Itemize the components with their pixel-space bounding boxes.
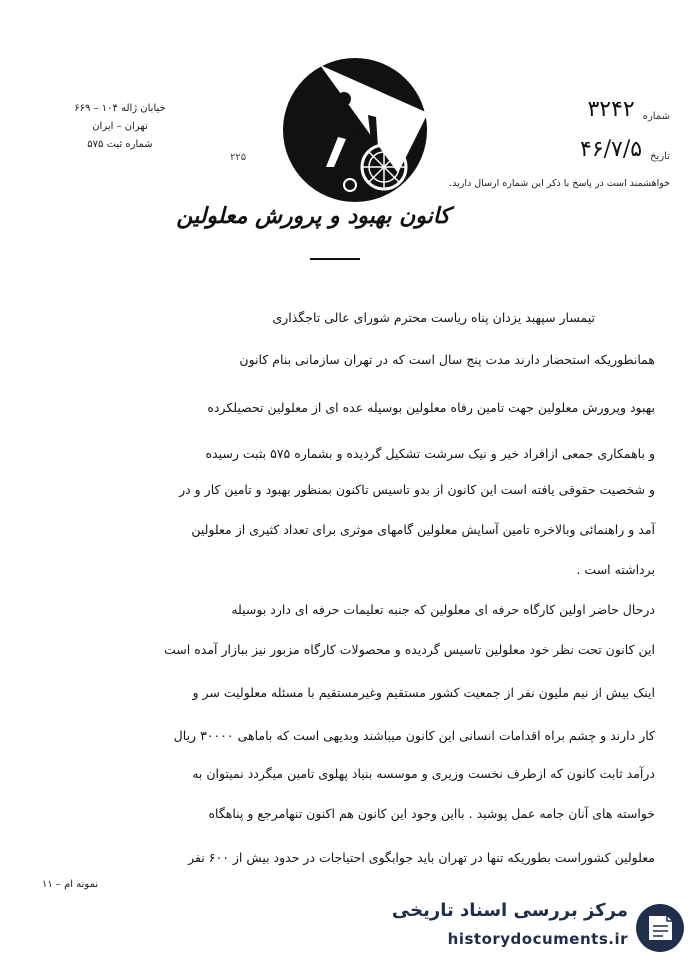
archive-watermark [391, 898, 690, 958]
body-line: درآمد ثابت کانون که ازطرف نخست وزیری و موسسه بنیاد پهلوی تامین میگردد نمیتوان به [192, 766, 655, 781]
body-line: و باهمکاری جمعی ازافراد خیر و نیک سرشت تشکیل گردیده و بشماره ۵۷۵ بثبت رسیده [205, 446, 655, 461]
body-line: و شخصیت حقوقی یافته است این کانون از بدو تاسیس تاکنون بمنظور بهبود و تامین کار و در [179, 482, 655, 497]
title-underline [310, 258, 360, 260]
body-line: درحال حاضر اولین کارگاه حرفه ای معلولین که جنبه تعلیمات حرفه ای دارد بوسیله [231, 602, 655, 617]
body-line: بهبود وپرورش معلولین جهت تامین رفاه معلولین بوسیله عده ای از معلولین تحصیلکرده [207, 400, 655, 415]
address-block [60, 100, 180, 154]
body-line: این کانون تحت نظر خود معلولین تاسیس گردیده و محصولات کارگاه مزبور نیز ببازار آمده است [164, 642, 655, 657]
archive-document-icon [634, 902, 686, 954]
watermark-url: historydocuments.ir [447, 930, 628, 948]
number-row [400, 82, 670, 122]
body-line: آمد و راهنمائی وبالاخره تامین آسایش معلولین گامهای موثری برای تعداد کثیری از معلولین [191, 522, 655, 537]
body-line: برداشته است . [576, 562, 655, 577]
body-line: خواسته های آنان جامه عمل پوشید . بااین وجود این کانون هم اکنون تنهامرجع و پناهگاه [208, 806, 655, 821]
organization-name: کانون بهبود و پرورش معلولین [176, 203, 450, 229]
body-line: کار دارند و چشم براه اقدامات انسانی این کانون میباشند وبدیهی است که باماهی ۳۰۰۰۰ ریال [173, 728, 655, 743]
salutation: تیمسار سپهبد یزدان پناه ریاست محترم شورای عالی تاجگذاری [272, 310, 595, 325]
body-line: همانطوریکه استحضار دارند مدت پنج سال است که در تهران سازمانی بنام کانون [239, 352, 655, 367]
margin-mark: ۲۲۵ [230, 152, 247, 163]
registration-number: شماره ثبت ۵۷۵ [87, 139, 153, 150]
reference-block [400, 82, 670, 189]
number-value: ۳۲۴۲ [587, 97, 635, 122]
date-label: تاریخ [650, 151, 670, 162]
watermark-text: مرکز بررسی اسناد تاریخی [391, 900, 628, 921]
date-row [400, 122, 670, 162]
body-line: معلولین کشوراست بطوریکه تنها در تهران باید جوابگوی احتیاجات در حدود بیش از ۶۰۰ نفر [188, 850, 655, 865]
reply-note: خواهشمند است در پاسخ با ذکر این شماره ارسال دارید. [449, 178, 670, 189]
date-value: ۴۶/۷/۵ [580, 137, 643, 162]
form-number: نمونه ام – ۱۱ [42, 879, 99, 890]
wheelchair-emblem-icon [280, 55, 430, 205]
body-line: اینک بیش از نیم ملیون نفر از جمعیت کشور مستقیم وغیرمستقیم با مسئله معلولیت سر و [192, 685, 655, 700]
number-label: شماره [642, 111, 670, 122]
address-city: تهران – ایران [92, 121, 148, 132]
address-street: خیابان ژاله ۱۰۴ – ۶۶۹ [74, 103, 166, 114]
